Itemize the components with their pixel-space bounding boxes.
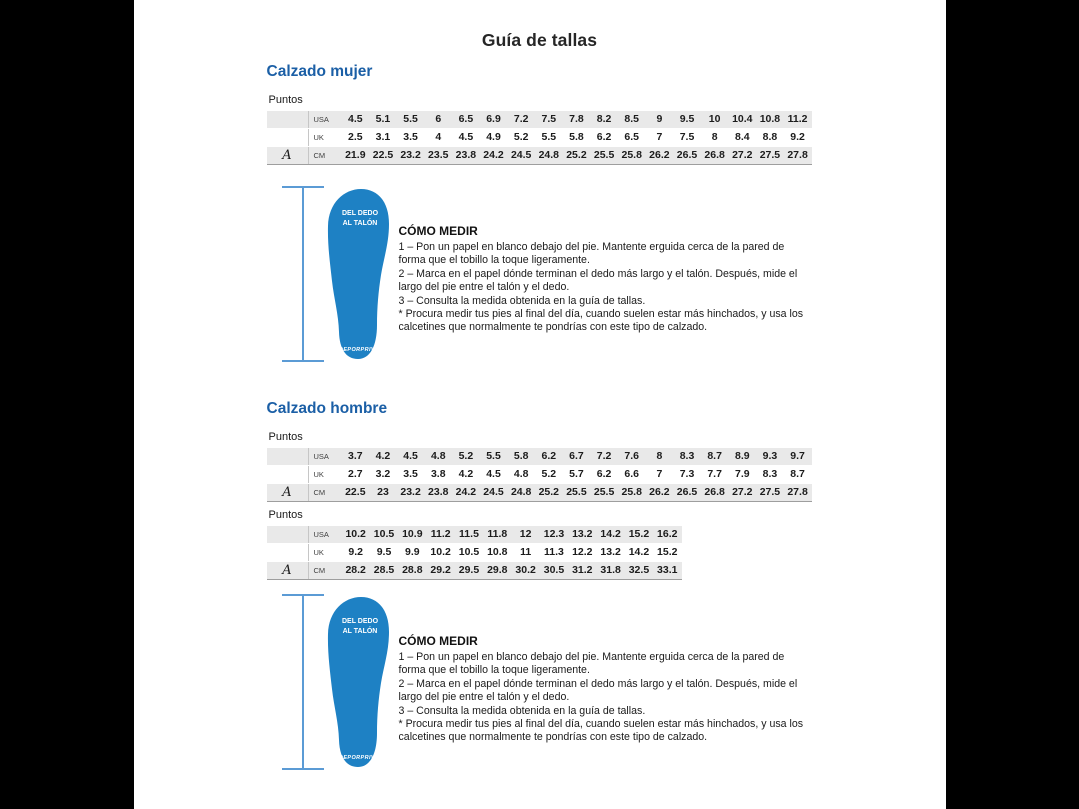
size-value-cell: 32.5 <box>628 564 650 576</box>
table-rows <box>267 111 812 165</box>
row-values <box>336 129 812 146</box>
size-value-cell: 7 <box>656 131 663 143</box>
foot-length-dimension-line <box>282 186 324 362</box>
size-value-cell: 24.5 <box>510 149 532 161</box>
size-value-cell: 25.8 <box>621 149 642 161</box>
table-row-cm <box>267 561 682 579</box>
corner-cell <box>267 129 309 146</box>
size-value-cell: 26.2 <box>649 149 670 161</box>
size-value-cell: 13.2 <box>600 546 621 558</box>
size-value-cell: 3.7 <box>348 450 363 462</box>
size-value-cell: 4.5 <box>403 450 418 462</box>
how-to-title: CÓMO MEDIR <box>398 634 478 648</box>
size-value-cell: 7.7 <box>707 468 722 480</box>
footprint-illustration <box>326 188 392 360</box>
table-row-cm <box>267 146 812 164</box>
table-caption: Puntos <box>268 509 303 521</box>
size-value-cell: 5.8 <box>513 450 529 462</box>
table-row-usa <box>267 526 682 543</box>
size-value-cell: 3.2 <box>375 468 391 480</box>
size-value-cell: 8.8 <box>762 131 778 143</box>
size-value-cell: 6.6 <box>624 468 640 480</box>
size-value-cell: 27.5 <box>759 149 781 161</box>
row-values <box>336 562 682 579</box>
corner-cell <box>267 448 309 465</box>
footprint-label-line2: AL TALÓN <box>342 220 377 227</box>
size-value-cell: 11.3 <box>544 546 564 558</box>
size-value-cell: 8.4 <box>734 131 750 143</box>
row-label: CM <box>313 566 326 575</box>
size-value-cell: 24.2 <box>455 486 477 498</box>
size-value-cell: 25.5 <box>593 486 615 498</box>
size-value-cell: 5.5 <box>403 113 418 125</box>
size-value-cell: 8 <box>711 131 718 143</box>
size-value-cell: 24.8 <box>510 486 532 498</box>
corner-cell <box>267 526 309 543</box>
size-value-cell: 4.2 <box>458 468 474 480</box>
size-guide-page <box>134 0 946 809</box>
corner-cell <box>267 111 309 128</box>
dimension-stem <box>302 188 304 360</box>
size-value-cell: 30.2 <box>515 564 536 576</box>
size-value-cell: 6.5 <box>624 131 640 143</box>
size-value-cell: 8.3 <box>679 450 695 462</box>
size-value-cell: 5.7 <box>569 468 584 480</box>
size-value-cell: 25.2 <box>566 149 587 161</box>
brand-logo-text: DEPORPRIVÉ <box>338 347 379 353</box>
size-value-cell: 8.3 <box>762 468 778 480</box>
size-value-cell: 8.7 <box>707 450 722 462</box>
page-title: Guía de tallas <box>481 30 598 50</box>
size-value-cell: 16.2 <box>657 528 678 540</box>
size-value-cell: 4.8 <box>430 450 446 462</box>
footprint-label-line1: DEL DEDO <box>341 210 378 217</box>
brand-logo-text: DEPORPRIVÉ <box>338 755 379 761</box>
size-value-cell: 27.8 <box>787 149 808 161</box>
how-to-step: 3 – Consulta la medida obtenida en la guía de tallas. <box>398 704 646 717</box>
size-value-cell: 8.9 <box>734 450 750 462</box>
size-value-cell: 22.5 <box>372 149 394 161</box>
size-value-cell: 7.2 <box>513 113 529 125</box>
size-value-cell: 8.2 <box>596 113 612 125</box>
size-value-cell: 24.8 <box>538 149 560 161</box>
size-value-cell: 3.8 <box>430 468 446 480</box>
size-value-cell: 9.3 <box>762 450 778 462</box>
how-to-step: 3 – Consulta la medida obtenida en la guía de tallas. <box>398 294 646 307</box>
row-values <box>336 111 812 128</box>
dimension-bottom-cap <box>282 360 324 362</box>
size-value-cell: 10.4 <box>732 113 753 125</box>
size-table-men-large <box>267 509 682 580</box>
size-value-cell: 6.2 <box>596 468 612 480</box>
size-value-cell: 5.2 <box>541 468 557 480</box>
size-value-cell: 23.5 <box>428 149 449 161</box>
row-label: UK <box>313 133 324 142</box>
size-value-cell: 33.1 <box>657 564 678 576</box>
how-to-step: 1 – Pon un papel en blanco debajo del pie. Mantente erguida cerca de la pared de forma que el tobillo la toque ligeramente. <box>398 651 785 677</box>
table-rows <box>267 526 682 580</box>
table-row-usa <box>267 111 812 128</box>
size-value-cell: 25.2 <box>538 486 560 498</box>
size-value-cell: 13.2 <box>572 528 593 540</box>
size-value-cell: 9.2 <box>348 546 363 558</box>
footprint-label-line2: AL TALÓN <box>342 628 377 635</box>
size-value-cell: 10.8 <box>487 546 508 558</box>
size-value-cell: 4 <box>435 131 442 143</box>
size-value-cell: 7.5 <box>679 131 695 143</box>
footprint-label-line1: DEL DEDO <box>341 618 378 625</box>
size-value-cell: 3.1 <box>375 131 391 143</box>
row-values <box>336 466 812 483</box>
size-value-cell: 5.5 <box>541 131 557 143</box>
size-value-cell: 5.1 <box>375 113 391 125</box>
size-value-cell: 26.5 <box>676 149 698 161</box>
size-value-cell: 4.2 <box>375 450 391 462</box>
table-row-usa <box>267 448 812 465</box>
size-value-cell: 26.5 <box>676 486 698 498</box>
size-value-cell: 5.2 <box>513 131 529 143</box>
size-value-cell: 31.2 <box>572 564 593 576</box>
length-symbol: A <box>267 147 309 164</box>
row-values <box>336 147 812 164</box>
size-value-cell: 29.8 <box>487 564 508 576</box>
foot-length-dimension-line <box>282 594 324 770</box>
size-value-cell: 5.2 <box>458 450 474 462</box>
size-value-cell: 9.7 <box>790 450 805 462</box>
how-to-title: CÓMO MEDIR <box>398 224 478 238</box>
size-value-cell: 4.5 <box>486 468 501 480</box>
row-label: USA <box>313 452 329 461</box>
size-value-cell: 10.5 <box>458 546 480 558</box>
size-value-cell: 27.2 <box>732 149 753 161</box>
size-value-cell: 8.5 <box>624 113 640 125</box>
size-value-cell: 12.3 <box>543 528 565 540</box>
size-value-cell: 6.5 <box>458 113 474 125</box>
size-value-cell: 2.5 <box>348 131 363 143</box>
size-value-cell: 8.7 <box>790 468 805 480</box>
size-value-cell: 23.2 <box>400 486 421 498</box>
how-to-step: * Procura medir tus pies al final del día, cuando suelen estar más hinchados, y usa los calcetines que normalmente te pondrías con este tipo de calzado. <box>398 308 804 334</box>
table-row-cm <box>267 483 812 501</box>
size-value-cell: 29.5 <box>458 564 480 576</box>
size-value-cell: 5.5 <box>486 450 501 462</box>
row-label: USA <box>313 115 329 124</box>
table-row-uk <box>267 543 682 561</box>
row-label: UK <box>313 548 324 557</box>
size-value-cell: 6.7 <box>569 450 584 462</box>
size-value-cell: 29.2 <box>430 564 451 576</box>
size-value-cell: 4.8 <box>513 468 529 480</box>
size-value-cell: 27.2 <box>732 486 753 498</box>
size-value-cell: 8 <box>656 450 663 462</box>
how-to-step: 2 – Marca en el papel dónde terminan el dedo más largo y el talón. Después, mide el largo del pie entre el talón y el dedo. <box>398 677 798 704</box>
size-value-cell: 12 <box>519 528 532 540</box>
table-rows <box>267 448 812 502</box>
size-value-cell: 26.8 <box>704 486 725 498</box>
size-value-cell: 14.2 <box>628 546 650 558</box>
size-value-cell: 9.9 <box>405 546 420 558</box>
size-table-men-small <box>267 431 812 502</box>
length-symbol: A <box>267 484 309 501</box>
size-value-cell: 7.8 <box>569 113 584 125</box>
size-value-cell: 26.8 <box>704 149 725 161</box>
size-value-cell: 27.5 <box>759 486 781 498</box>
how-to-step: * Procura medir tus pies al final del día, cuando suelen estar más hinchados, y usa los calcetines que normalmente te pondrías con este tipo de calzado. <box>398 718 804 744</box>
size-value-cell: 6.2 <box>541 450 557 462</box>
size-value-cell: 5.8 <box>569 131 584 143</box>
size-value-cell: 27.8 <box>787 486 808 498</box>
table-caption: Puntos <box>268 94 303 106</box>
size-value-cell: 7 <box>656 468 663 480</box>
table-row-uk <box>267 128 812 146</box>
size-value-cell: 2.7 <box>348 468 363 480</box>
size-value-cell: 25.5 <box>593 149 615 161</box>
footprint-illustration <box>326 596 392 768</box>
corner-cell <box>267 544 309 561</box>
size-value-cell: 28.5 <box>373 564 395 576</box>
size-value-cell: 6 <box>435 113 442 125</box>
size-value-cell: 31.8 <box>600 564 621 576</box>
section-heading-women: Calzado mujer <box>266 63 373 80</box>
size-value-cell: 28.2 <box>345 564 366 576</box>
size-value-cell: 7.9 <box>734 468 750 480</box>
size-table-women <box>267 94 812 165</box>
size-value-cell: 23 <box>377 486 389 498</box>
size-value-cell: 15.2 <box>657 546 678 558</box>
how-to-measure-men <box>399 634 814 745</box>
size-value-cell: 4.5 <box>348 113 363 125</box>
size-value-cell: 11.2 <box>787 113 808 125</box>
size-value-cell: 4.5 <box>458 131 474 143</box>
size-value-cell: 6.9 <box>486 113 501 125</box>
size-value-cell: 7.2 <box>596 450 612 462</box>
size-value-cell: 24.5 <box>483 486 504 498</box>
size-value-cell: 10.9 <box>402 528 423 540</box>
size-value-cell: 10 <box>708 113 721 125</box>
size-value-cell: 10.2 <box>345 528 366 540</box>
size-value-cell: 14.2 <box>600 528 621 540</box>
size-value-cell: 24.2 <box>483 149 504 161</box>
how-to-step: 1 – Pon un papel en blanco debajo del pie. Mantente erguida cerca de la pared de forma que el tobillo la toque ligeramente. <box>398 241 785 267</box>
row-label: USA <box>313 530 329 539</box>
size-value-cell: 25.8 <box>621 486 642 498</box>
size-value-cell: 7.5 <box>541 113 557 125</box>
size-value-cell: 28.8 <box>402 564 423 576</box>
row-values <box>336 544 682 561</box>
row-label: UK <box>313 470 324 479</box>
row-values <box>336 484 812 501</box>
size-value-cell: 11 <box>520 546 532 558</box>
size-value-cell: 7.6 <box>624 450 640 462</box>
size-value-cell: 11.5 <box>459 528 479 540</box>
size-value-cell: 9 <box>656 113 663 125</box>
size-value-cell: 4.9 <box>486 131 501 143</box>
size-value-cell: 10.5 <box>373 528 395 540</box>
size-value-cell: 23.2 <box>400 149 421 161</box>
size-value-cell: 9.5 <box>679 113 695 125</box>
size-value-cell: 22.5 <box>345 486 366 498</box>
size-value-cell: 11.2 <box>430 528 451 540</box>
row-values <box>336 448 812 465</box>
size-value-cell: 30.5 <box>543 564 565 576</box>
size-value-cell: 10.8 <box>759 113 781 125</box>
how-to-step: 2 – Marca en el papel dónde terminan el dedo más largo y el talón. Después, mide el largo del pie entre el talón y el dedo. <box>398 267 798 294</box>
row-values <box>336 526 682 543</box>
size-value-cell: 9.5 <box>376 546 392 558</box>
size-value-cell: 7.3 <box>679 468 695 480</box>
size-value-cell: 11.8 <box>487 528 508 540</box>
table-caption: Puntos <box>268 431 303 443</box>
section-heading-men: Calzado hombre <box>266 400 388 417</box>
size-value-cell: 10.2 <box>430 546 451 558</box>
size-value-cell: 23.8 <box>428 486 449 498</box>
row-label: CM <box>313 151 326 160</box>
size-value-cell: 9.2 <box>790 131 805 143</box>
dimension-bottom-cap <box>282 768 324 770</box>
row-label: CM <box>313 488 326 497</box>
length-symbol: A <box>267 562 309 579</box>
size-value-cell: 25.5 <box>566 486 587 498</box>
size-value-cell: 26.2 <box>649 486 670 498</box>
dimension-stem <box>302 596 304 768</box>
corner-cell <box>267 466 309 483</box>
size-value-cell: 21.9 <box>345 149 366 161</box>
size-value-cell: 23.8 <box>455 149 477 161</box>
size-value-cell: 3.5 <box>403 468 418 480</box>
size-value-cell: 6.2 <box>596 131 612 143</box>
size-value-cell: 12.2 <box>572 546 593 558</box>
how-to-measure-women <box>399 224 814 335</box>
table-row-uk <box>267 465 812 483</box>
size-value-cell: 3.5 <box>403 131 418 143</box>
size-value-cell: 15.2 <box>628 528 650 540</box>
